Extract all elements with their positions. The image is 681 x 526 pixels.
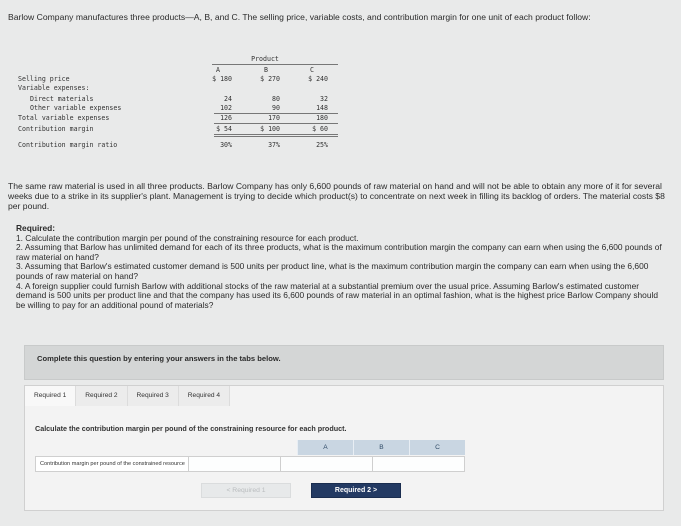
instruction-banner: Complete this question by entering your answers in the tabs below. <box>24 345 664 380</box>
cell-b: 80 <box>272 95 280 103</box>
product-group-header: Product <box>251 55 279 63</box>
column-header-c: C <box>310 66 314 74</box>
column-header-b: B <box>264 66 268 74</box>
row-label: Other variable expenses <box>30 104 122 112</box>
cell-b: 90 <box>272 104 280 112</box>
next-button[interactable]: Required 2 > <box>311 483 401 498</box>
row-label: Direct materials <box>30 95 94 103</box>
row-label: Contribution margin <box>18 125 94 133</box>
cell-c: $ 240 <box>308 75 328 83</box>
answer-table-header <box>297 440 465 455</box>
cell-a: 30% <box>220 141 232 149</box>
tab-instruction: Calculate the contribution margin per pound of the constraining resource for each product. <box>35 424 347 433</box>
cell-b: $ 100 <box>260 125 280 133</box>
answer-row-label: Contribution margin per pound of the constrained resource <box>36 457 189 471</box>
cell-b: 37% <box>268 141 280 149</box>
required-item-2: 2. Assuming that Barlow has unlimited demand for each of its three products, what is the maximum contribution margin the company can earn when using the 6,600 pounds of raw material on hand? <box>16 242 662 262</box>
cell-a: $ 180 <box>212 75 232 83</box>
tab-required-3[interactable]: Required 3 <box>128 386 179 406</box>
answer-column-c: C <box>409 440 465 455</box>
row-label: Contribution margin ratio <box>18 141 118 149</box>
cell-a: 24 <box>224 95 232 103</box>
required-item-4: 4. A foreign supplier could furnish Barlow with additional stocks of the raw material at a substantial premium over the usual price. Assuming Barlow's estimated customer demand is 500 units per product line and that the company has used its 6,600 pounds of raw material in an optimal fashion, what is the highest price Barlow Company should be willing to pay for an additional pound of materials? <box>16 280 658 310</box>
intro-text: Barlow Company manufactures three products—A, B, and C. The selling price, variable costs, and contribution margin for one unit of each product follow: <box>8 12 591 22</box>
required-section <box>16 224 666 310</box>
tab-required-1[interactable]: Required 1 <box>25 386 76 406</box>
cell-c: $ 60 <box>312 125 328 133</box>
cell-c: 148 <box>316 104 328 112</box>
tab-required-4[interactable]: Required 4 <box>179 386 230 406</box>
answer-input-b[interactable] <box>281 457 373 471</box>
row-label: Selling price <box>18 75 70 83</box>
answer-panel <box>24 385 664 511</box>
cell-a: 102 <box>220 104 232 112</box>
tab-bar <box>25 386 230 406</box>
cell-a: 126 <box>220 114 232 122</box>
row-label: Total variable expenses <box>18 114 110 122</box>
answer-column-a: A <box>297 440 353 455</box>
tab-required-2[interactable]: Required 2 <box>76 386 127 406</box>
cell-b: 170 <box>268 114 280 122</box>
answer-table <box>35 440 465 474</box>
answer-column-b: B <box>353 440 409 455</box>
answer-input-c[interactable] <box>373 457 464 471</box>
problem-paragraph: The same raw material is used in all three products. Barlow Company has only 6,600 pounds of raw material on hand and will not be able to obtain any more of it for several weeks due to a strike in its supplier's plant. Management is trying to decide which product(s) to concentrate on next week in filling its backlog of orders. The material costs $8 per pound. <box>8 181 665 211</box>
row-label: Variable expenses: <box>18 84 90 92</box>
required-item-1: 1. Calculate the contribution margin per pound of the constraining resource for each product. <box>16 232 359 243</box>
previous-button[interactable]: < Required 1 <box>201 483 291 498</box>
answer-row <box>35 456 465 472</box>
cell-b: $ 270 <box>260 75 280 83</box>
answer-input-a[interactable] <box>189 457 281 471</box>
cell-c: 180 <box>316 114 328 122</box>
cell-c: 32 <box>320 95 328 103</box>
required-item-3: 3. Assuming that Barlow's estimated customer demand is 500 units per product line, what is the maximum contribution margin the company can earn when using the 6,600 pounds of raw material on hand? <box>16 261 649 281</box>
cell-a: $ 54 <box>216 125 232 133</box>
required-title: Required: <box>16 223 56 233</box>
cell-c: 25% <box>316 141 328 149</box>
column-header-a: A <box>216 66 220 74</box>
